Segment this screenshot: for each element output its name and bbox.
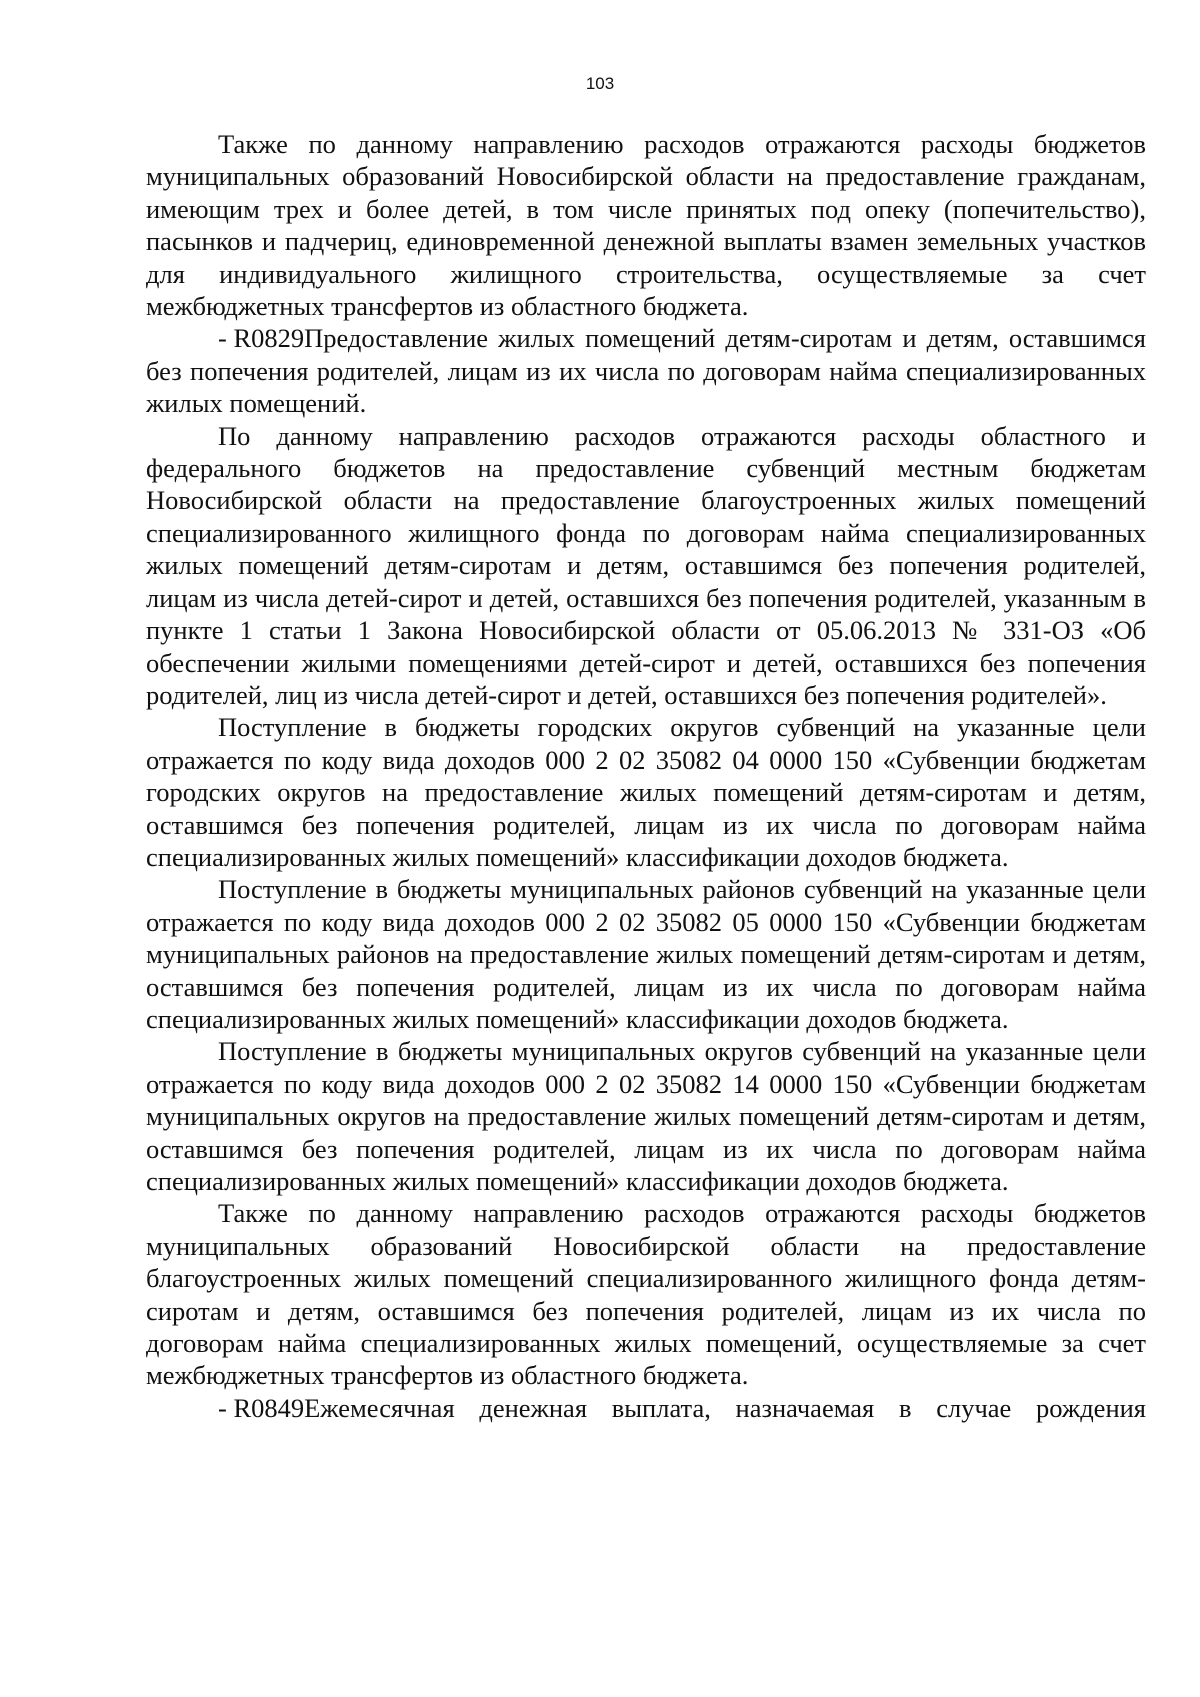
section-heading-r0849	[146, 1392, 1146, 1424]
section-title: Предоставление жилых помещений детям-сиротам и детям, оставшимся без попечения родителей, лицам из их числа по договорам найма специализированных жилых помещений.	[146, 323, 1146, 419]
paragraph: Поступление в бюджеты городских округов субвенций на указанные цели отражается по коду вида доходов 000 2 02 35082 04 0000 150 «Субвенции бюджетам городских округов на предоставление жилых помещений детям-сиротам и детям, оставшимся без попечения родителей, лицам из их числа по договорам найма специализированных жилых помещений» классификации доходов бюджета.	[146, 712, 1146, 872]
page-number: 103	[585, 74, 615, 93]
paragraph: Поступление в бюджеты муниципальных округов субвенций на указанные цели отражается по коду вида доходов 000 2 02 35082 14 0000 150 «Субвенции бюджетам муниципальных округов на предоставление жилых помещений детям-сиротам и детям, оставшимся без попечения родителей, лицам из их числа по договорам найма специализированных жилых помещений» классификации доходов бюджета.	[146, 1036, 1146, 1196]
paragraph: Поступление в бюджеты муниципальных районов субвенций на указанные цели отражается по коду вида доходов 000 2 02 35082 05 0000 150 «Субвенции бюджетам муниципальных районов на предоставление жилых помещений детям-сиротам и детям, оставшимся без попечения родителей, лицам из их числа по договорам найма специализированных жилых помещений» классификации доходов бюджета.	[146, 874, 1146, 1034]
section-code: - R0829	[218, 323, 305, 354]
document-body	[146, 128, 1146, 1424]
section-title: Ежемесячная денежная выплата, назначаемая в случае рождения	[304, 1392, 1146, 1423]
section-heading-r0829	[146, 322, 1146, 419]
paragraph: По данному направлению расходов отражаются расходы областного и федерального бюджетов на предоставление субвенций местным бюджетам Новосибирской области на предоставление благоустроенных жилых помещений специализированного жилищного фонда по договорам найма специализированных жилых помещений детям-сиротам и детям, оставшимся без попечения родителей, лицам из числа детей-сирот и детей, оставшихся без попечения родителей, указанным в пункте 1 статьи 1 Закона Новосибирской области от 05.06.2013 № 331-ОЗ «Об обеспечении жилыми помещениями детей-сирот и детей, оставшихся без попечения родителей, лиц из числа детей-сирот и детей, оставшихся без попечения родителей».	[146, 420, 1146, 710]
section-code: - R0849	[218, 1392, 305, 1423]
paragraph: Также по данному направлению расходов отражаются расходы бюджетов муниципальных образований Новосибирской области на предоставление благоустроенных жилых помещений специализированного жилищного фонда детям-сиротам и детям, оставшимся без попечения родителей, лицам из их числа по договорам найма специализированных жилых помещений, осуществляемые за счет межбюджетных трансфертов из областного бюджета.	[146, 1198, 1146, 1391]
paragraph: Также по данному направлению расходов отражаются расходы бюджетов муниципальных образований Новосибирской области на предоставление гражданам, имеющим трех и более детей, в том числе принятых под опеку (попечительство), пасынков и падчериц, единовременной денежной выплаты взамен земельных участков для индивидуального жилищного строительства, осуществляемые за счет межбюджетных трансфертов из областного бюджета.	[146, 129, 1146, 322]
